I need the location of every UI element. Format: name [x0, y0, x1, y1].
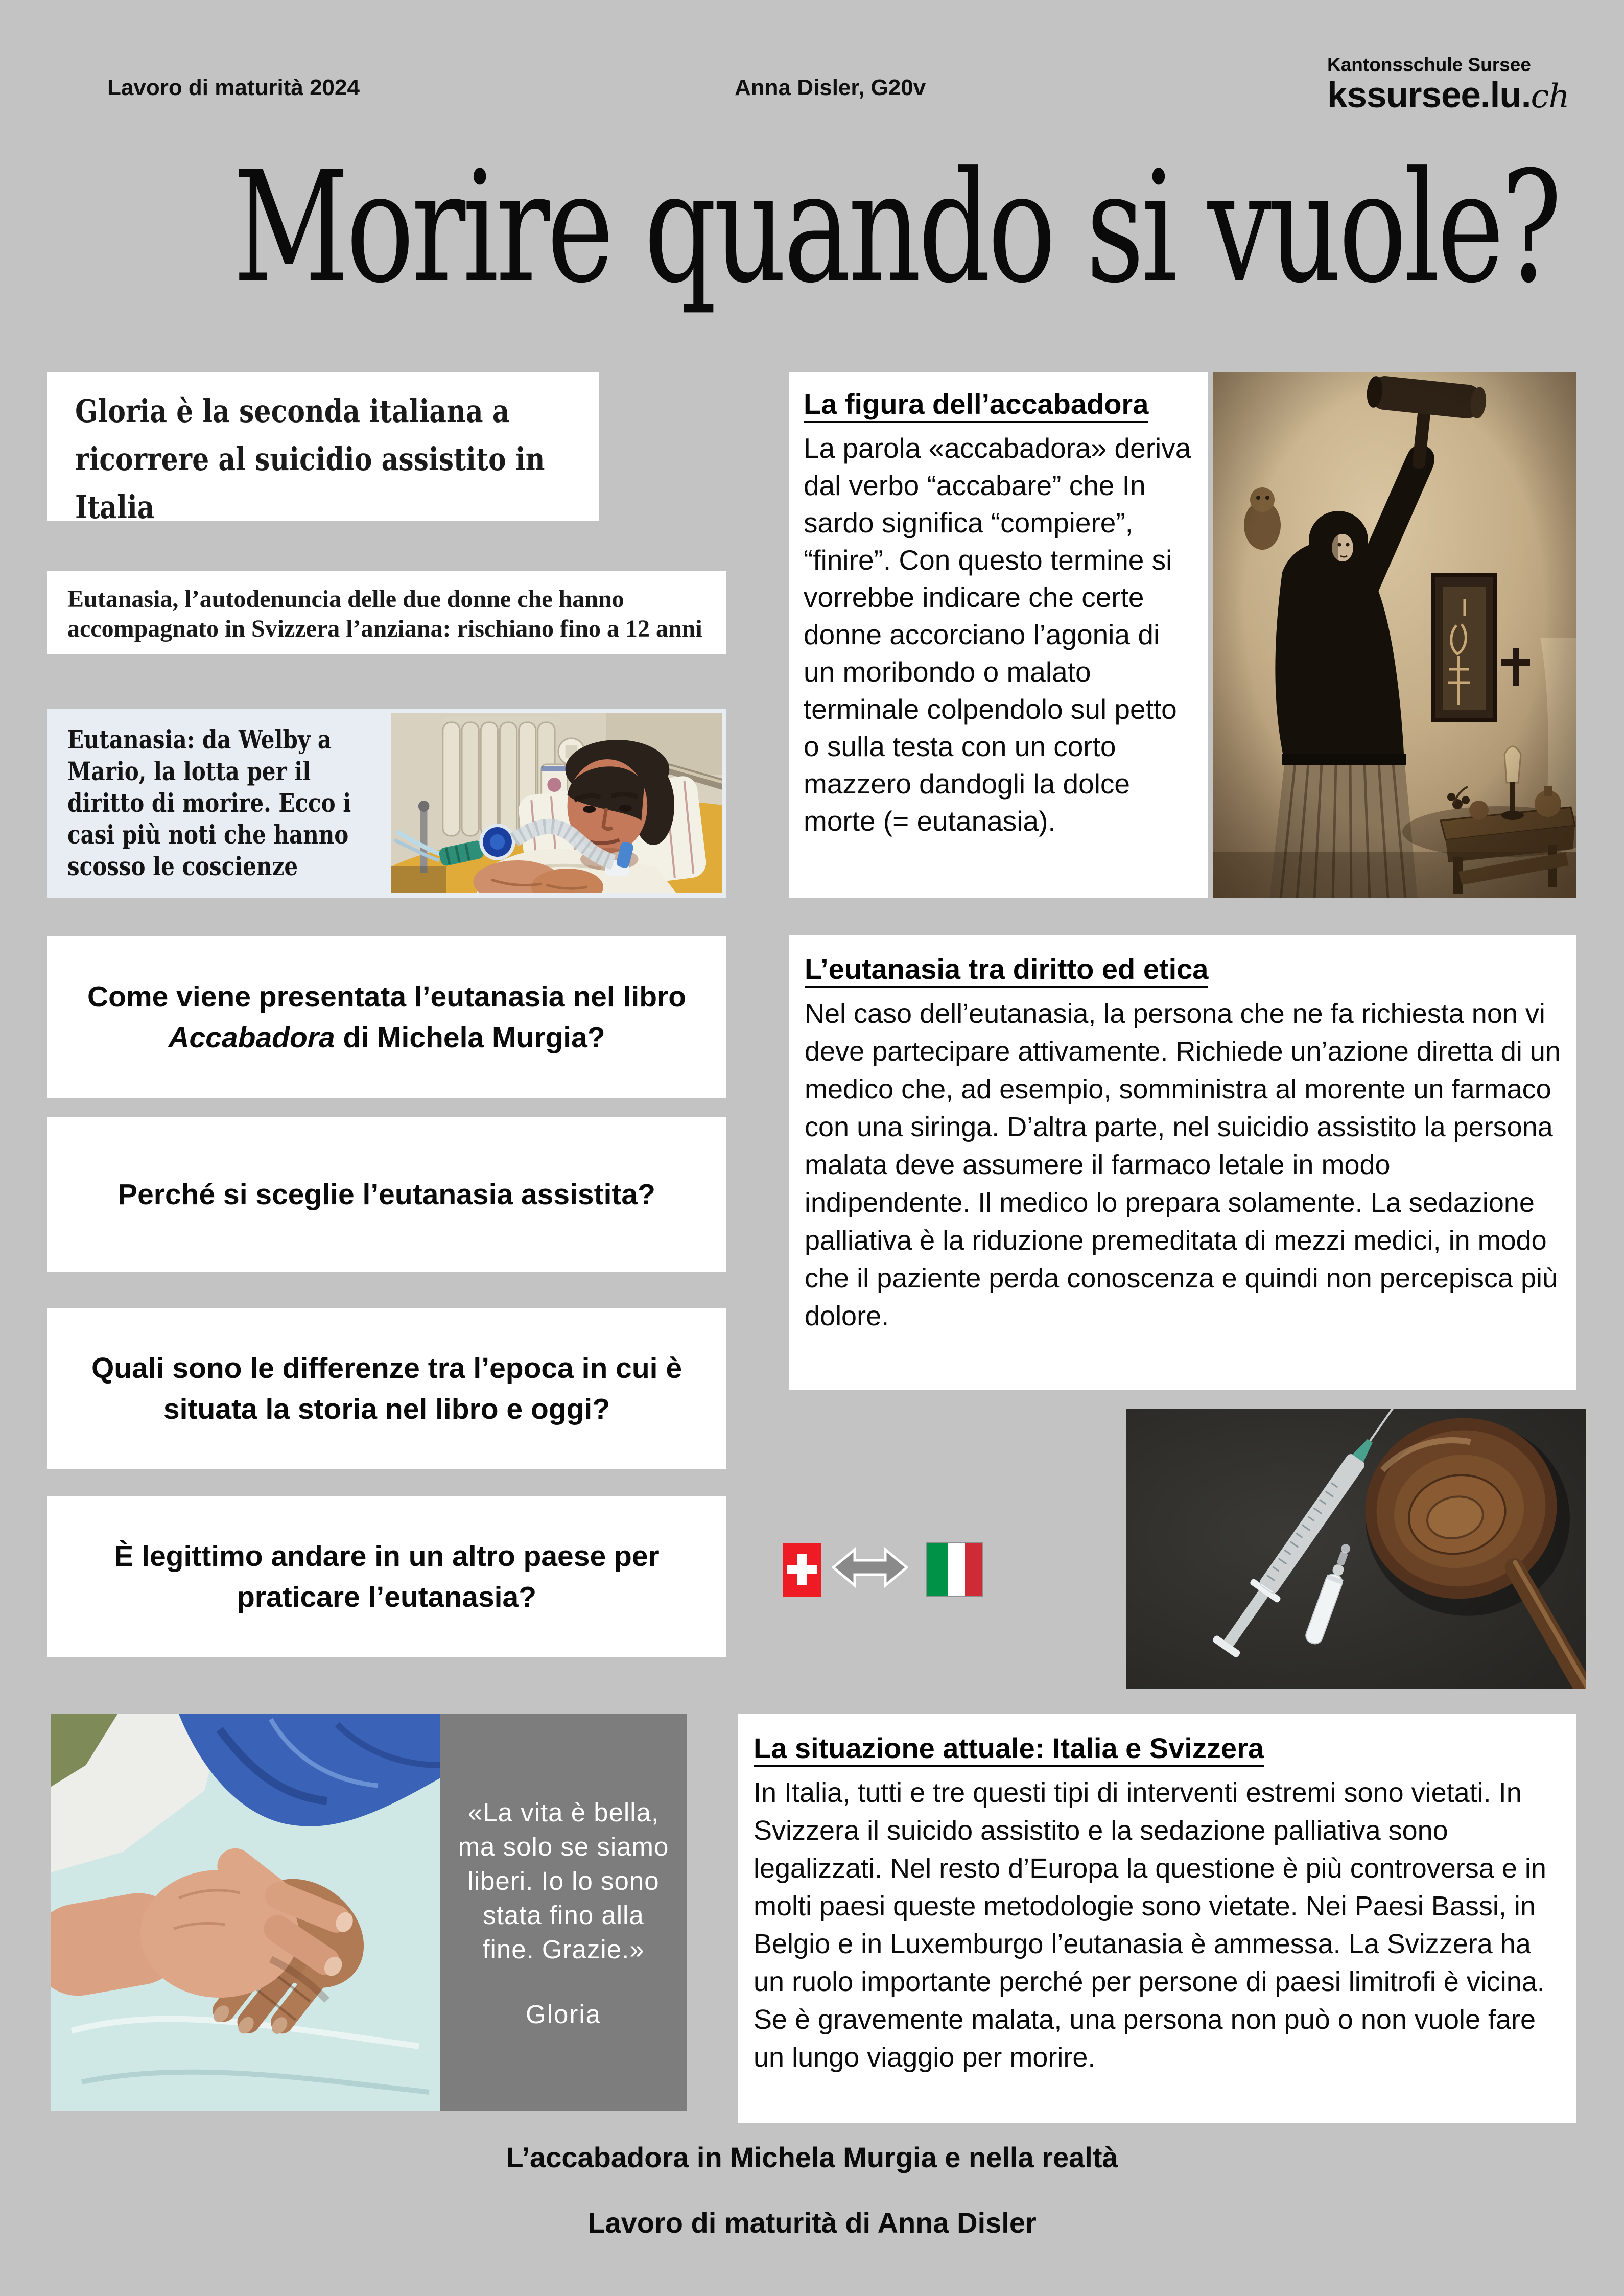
welby-card — [47, 709, 726, 898]
question-1-text: Come viene presentata l’eutanasia nel libro Accabadora di Michela Murgia? — [87, 980, 687, 1054]
school-logo — [1327, 53, 1569, 115]
double-arrow-icon — [832, 1546, 908, 1589]
headline-card-gloria — [47, 372, 599, 526]
quote-attribution: Gloria — [525, 2000, 602, 2029]
footer-line-2: Lavoro di maturità di Anna Disler — [587, 2207, 1037, 2239]
question-4-text: È legittimo andare in un altro paese per praticare l’eutanasia? — [114, 1540, 660, 1613]
header-author-label: Anna Disler, G20v — [735, 75, 926, 100]
headline-autodenuncia-text: Eutanasia, l’autodenuncia delle due donne che hanno accompagnato in Svizzera l’anziana: rischiano fino a 12 anni — [67, 585, 702, 642]
question-card-2 — [47, 1117, 726, 1272]
accabadora-illustration — [1213, 372, 1576, 898]
accabadora-card — [789, 372, 1208, 898]
quote-text: «La vita è bella, ma solo se siamo liberi. Io lo sono stata fino alla fine. Grazie.» — [458, 1798, 669, 1964]
quote-card — [440, 1714, 687, 2111]
ethics-card — [789, 935, 1576, 1390]
question-card-4 — [47, 1496, 726, 1657]
holding-hands-illustration — [51, 1714, 440, 2111]
headline-card-autodenuncia — [47, 571, 726, 654]
question-card-3 — [47, 1308, 726, 1469]
situation-title: La situazione attuale: Italia e Svizzera — [754, 1732, 1264, 1767]
hands-photo — [51, 1714, 440, 2111]
welby-photo — [391, 713, 722, 893]
swiss-flag — [783, 1543, 821, 1597]
question-card-1 — [47, 936, 726, 1098]
poster-title-wrap — [0, 138, 1624, 317]
accabadora-title: La figura dell’accabadora — [804, 388, 1148, 423]
accabadora-photo — [1213, 372, 1576, 898]
italian-flag — [926, 1542, 983, 1597]
welby-headline-text: Eutanasia: da Welby a Mario, la lotta per il diritto di morire. Ecco i casi più noti che hanno scosso le coscienze — [67, 724, 351, 881]
accabadora-body: La parola «accabadora» deriva dal verbo “accabare” che In sardo significa “compiere”, “finire”. Con questo termine si vorrebbe indicare che certe donne accorciano l’agonia di un moribondo o malato terminale colpendolo sul petto o sulla testa con un corto mazzero dandogli la dolce morte (= eutanasia). — [804, 432, 1191, 837]
question-2-text: Perché si sceglie l’eutanasia assistita? — [118, 1178, 655, 1211]
poster-title: Morire quando si vuole? — [233, 138, 1559, 317]
syringe-gavel-photo — [1126, 1409, 1586, 1689]
headline-gloria-text: Gloria è la seconda italiana a ricorrere al suicidio assistito in Italia — [75, 392, 545, 526]
man-in-bed-illustration — [391, 713, 722, 893]
situation-body: In Italia, tutti e tre questi tipi di interventi estremi sono vietati. In Svizzera il suicido assistito e la sedazione palliativa sono legalizzati. Nel resto d’Europa la questione è più controversa e in molti paesi queste metodologie sono vietate. Nei Paesi Bassi, in Belgio e in Luxemburgo l’eutanasia è ammessa. La Svizzera ha un ruolo importante perché per persone di paesi limitrofi è vicina. Se è gravemente malata, una persona non può o non vuole fare un lungo viaggio per morire. — [754, 1777, 1546, 2073]
situation-card — [738, 1714, 1576, 2123]
logo-domain: kssursee.lu.ch — [1327, 75, 1569, 116]
ethics-body: Nel caso dell’eutanasia, la persona che ne fa richiesta non vi deve partecipare attivamente. Richiede un’azione diretta di un medico che, ad esempio, somministra al morente un farmaco con una siringa. D’altra parte, nel suicidio assistito la persona malata deve assumere il farmaco letale in modo indipendente. Il medico lo prepara solamente. La sedazione palliativa è la riduzione premeditata di mezzi medici, in modo che il paziente perda conoscenza e quindi non percepisca più dolore. — [805, 998, 1561, 1332]
footer-line-1: L’accabadora in Michela Murgia e nella realtà — [506, 2141, 1118, 2173]
question-3-text: Quali sono le differenze tra l’epoca in cui è situata la storia nel libro e oggi? — [91, 1352, 682, 1425]
syringe-gavel-illustration — [1126, 1409, 1586, 1689]
header-project-label: Lavoro di maturità 2024 — [107, 75, 360, 100]
ethics-title: L’eutanasia tra diritto ed etica — [805, 953, 1208, 988]
logo-school-name: Kantonsschule Sursee — [1327, 54, 1531, 75]
